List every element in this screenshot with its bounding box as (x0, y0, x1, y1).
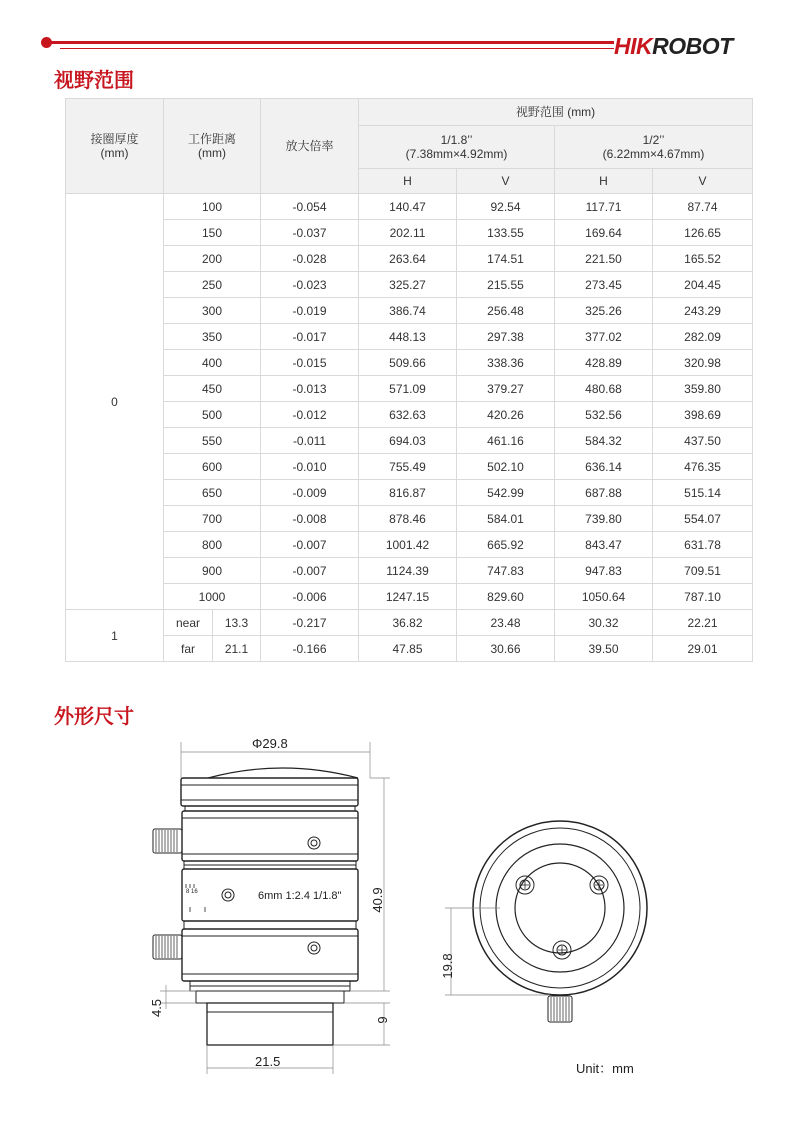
table-cell: 878.46 (359, 506, 457, 532)
table-cell: 117.71 (555, 194, 653, 220)
table-cell: 297.38 (457, 324, 555, 350)
table-row (66, 506, 753, 532)
table-cell: 800 (164, 532, 261, 558)
table-cell: 509.66 (359, 350, 457, 376)
spacer-cell: 0 (66, 194, 164, 610)
table-cell: 532.56 (555, 402, 653, 428)
unit-label: Unit：mm (576, 1061, 634, 1076)
table-cell: 23.48 (457, 610, 555, 636)
table-cell: 500 (164, 402, 261, 428)
table-cell: 377.02 (555, 324, 653, 350)
table-cell: 437.50 (653, 428, 753, 454)
table-cell: 273.45 (555, 272, 653, 298)
header-rule (44, 41, 614, 44)
table-cell: 150 (164, 220, 261, 246)
table-cell: 320.98 (653, 350, 753, 376)
table-cell: 687.88 (555, 480, 653, 506)
table-cell: -0.217 (261, 610, 359, 636)
table-cell: 300 (164, 298, 261, 324)
table-row (66, 532, 753, 558)
table-cell: 325.26 (555, 298, 653, 324)
table-cell: 747.83 (457, 558, 555, 584)
table-cell: -0.015 (261, 350, 359, 376)
lens-marking: 6mm 1:2.4 1/1.8" (258, 890, 342, 902)
header-sensor-b: 1/2’’ (6.22mm×4.67mm) (555, 126, 753, 169)
table-cell: 515.14 (653, 480, 753, 506)
table-cell: 554.07 (653, 506, 753, 532)
table-cell: 250 (164, 272, 261, 298)
table-cell: 584.32 (555, 428, 653, 454)
table-cell: -0.054 (261, 194, 359, 220)
flange-label: 4.5 (149, 998, 164, 1018)
table-cell: 386.74 (359, 298, 457, 324)
table-cell: 165.52 (653, 246, 753, 272)
table-cell: -0.006 (261, 584, 359, 610)
table-cell: -0.009 (261, 480, 359, 506)
diameter-label: Φ29.8 (252, 736, 288, 751)
table-cell: 700 (164, 506, 261, 532)
fov-section-title: 视野范围 (54, 68, 134, 92)
brand-logo: HIKROBOT (614, 33, 733, 59)
table-cell: -0.013 (261, 376, 359, 402)
table-cell: -0.011 (261, 428, 359, 454)
table-cell: 571.09 (359, 376, 457, 402)
header-h: H (359, 169, 457, 194)
scale-marks: 8 16 (186, 889, 198, 895)
table-cell: 30.66 (457, 636, 555, 662)
table-cell: 947.83 (555, 558, 653, 584)
table-cell: 450 (164, 376, 261, 402)
header-rule-thin (60, 48, 614, 49)
table-cell: 665.92 (457, 532, 555, 558)
fov-table-body (66, 194, 753, 662)
table-row (66, 350, 753, 376)
table-cell: 1001.42 (359, 532, 457, 558)
table-cell: 428.89 (555, 350, 653, 376)
table-cell: 204.45 (653, 272, 753, 298)
dimensions-section-title: 外形尺寸 (54, 704, 134, 728)
lens-side-view (153, 768, 358, 1045)
table-cell: 816.87 (359, 480, 457, 506)
side-dimension-lines (160, 742, 390, 1074)
header-distance: 工作距离 (mm) (164, 99, 261, 194)
table-cell: 221.50 (555, 246, 653, 272)
table-row (66, 636, 753, 662)
table-cell: 636.14 (555, 454, 653, 480)
table-cell: -0.028 (261, 246, 359, 272)
table-cell: -0.010 (261, 454, 359, 480)
header-spacer: 接圈厚度 (mm) (66, 99, 164, 194)
table-cell: 542.99 (457, 480, 555, 506)
table-cell: 843.47 (555, 532, 653, 558)
table-cell: 29.01 (653, 636, 753, 662)
table-cell: 22.21 (653, 610, 753, 636)
table-cell: 476.35 (653, 454, 753, 480)
table-cell: far (164, 636, 213, 662)
table-cell: 709.51 (653, 558, 753, 584)
table-cell: 550 (164, 428, 261, 454)
table-cell: 739.80 (555, 506, 653, 532)
table-cell: 126.65 (653, 220, 753, 246)
table-cell: -0.017 (261, 324, 359, 350)
table-cell: 21.1 (213, 636, 261, 662)
table-cell: 325.27 (359, 272, 457, 298)
table-cell: 502.10 (457, 454, 555, 480)
table-cell: 87.74 (653, 194, 753, 220)
table-cell: 215.55 (457, 272, 555, 298)
table-cell: -0.023 (261, 272, 359, 298)
table-row (66, 324, 753, 350)
header-magnification: 放大倍率 (261, 99, 359, 194)
table-cell: 359.80 (653, 376, 753, 402)
table-row (66, 584, 753, 610)
table-cell: 379.27 (457, 376, 555, 402)
table-cell: 13.3 (213, 610, 261, 636)
table-row (66, 194, 753, 220)
table-cell: -0.008 (261, 506, 359, 532)
table-cell: 282.09 (653, 324, 753, 350)
table-cell: 632.63 (359, 402, 457, 428)
width-label: 21.5 (255, 1054, 281, 1069)
header-sensor-a: 1/1.8’’ (7.38mm×4.92mm) (359, 126, 555, 169)
table-cell: 829.60 (457, 584, 555, 610)
table-row (66, 376, 753, 402)
table-cell: 350 (164, 324, 261, 350)
table-cell: -0.037 (261, 220, 359, 246)
fov-table-header (66, 99, 753, 194)
table-cell: 448.13 (359, 324, 457, 350)
table-cell: 47.85 (359, 636, 457, 662)
table-cell: 755.49 (359, 454, 457, 480)
table-cell: 256.48 (457, 298, 555, 324)
table-row (66, 428, 753, 454)
header-v: V (653, 169, 753, 194)
fov-table (65, 98, 753, 662)
table-cell: 200 (164, 246, 261, 272)
table-cell: 400 (164, 350, 261, 376)
table-cell: 92.54 (457, 194, 555, 220)
table-cell: 100 (164, 194, 261, 220)
mount-label: 9 (375, 1016, 390, 1024)
table-cell: 30.32 (555, 610, 653, 636)
table-row (66, 610, 753, 636)
table-row (66, 246, 753, 272)
height-label: 40.9 (370, 887, 385, 913)
table-cell: 1247.15 (359, 584, 457, 610)
table-cell: near (164, 610, 213, 636)
table-cell: 461.16 (457, 428, 555, 454)
table-cell: 650 (164, 480, 261, 506)
header-h: H (555, 169, 653, 194)
table-cell: -0.019 (261, 298, 359, 324)
table-cell: 900 (164, 558, 261, 584)
lens-front-view (473, 821, 647, 1022)
table-cell: 600 (164, 454, 261, 480)
table-cell: -0.007 (261, 558, 359, 584)
table-cell: 787.10 (653, 584, 753, 610)
table-row (66, 272, 753, 298)
table-cell: 1124.39 (359, 558, 457, 584)
header-fov: 视野范围 (mm) (359, 99, 753, 126)
table-row (66, 480, 753, 506)
table-cell: 584.01 (457, 506, 555, 532)
table-cell: 420.26 (457, 402, 555, 428)
table-row (66, 402, 753, 428)
table-cell: 480.68 (555, 376, 653, 402)
table-cell: 174.51 (457, 246, 555, 272)
table-cell: 338.36 (457, 350, 555, 376)
table-cell: -0.012 (261, 402, 359, 428)
table-cell: -0.166 (261, 636, 359, 662)
table-cell: -0.007 (261, 532, 359, 558)
table-cell: 694.03 (359, 428, 457, 454)
table-cell: 133.55 (457, 220, 555, 246)
table-cell: 140.47 (359, 194, 457, 220)
table-cell: 36.82 (359, 610, 457, 636)
table-row (66, 220, 753, 246)
table-cell: 202.11 (359, 220, 457, 246)
table-row (66, 558, 753, 584)
table-cell: 243.29 (653, 298, 753, 324)
table-cell: 169.64 (555, 220, 653, 246)
table-cell: 39.50 (555, 636, 653, 662)
table-row (66, 298, 753, 324)
table-cell: 1000 (164, 584, 261, 610)
table-row (66, 454, 753, 480)
header-v: V (457, 169, 555, 194)
center-height-label: 19.8 (440, 953, 455, 979)
table-cell: 631.78 (653, 532, 753, 558)
table-cell: 263.64 (359, 246, 457, 272)
table-cell: 398.69 (653, 402, 753, 428)
dimension-drawings (0, 730, 800, 1110)
spacer-cell: 1 (66, 610, 164, 662)
table-cell: 1050.64 (555, 584, 653, 610)
